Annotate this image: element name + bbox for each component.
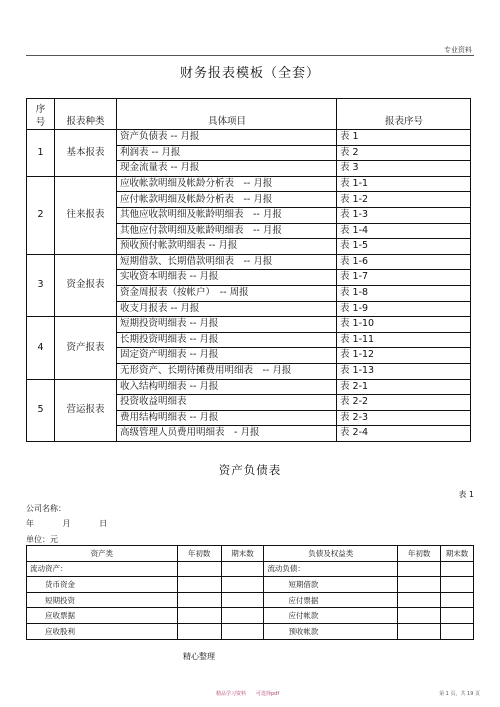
asset-name: 短期投资 — [27, 592, 178, 608]
balance-sheet-row — [27, 608, 474, 624]
index-row — [27, 176, 471, 192]
report-number: 表 2-3 — [337, 410, 471, 426]
report-item: 投资收益明细表 — [117, 395, 337, 411]
index-row — [27, 379, 471, 395]
asset-begin-value — [177, 608, 221, 624]
report-item: 其他应付款明细及帐龄明细表 -- 月报 — [117, 223, 337, 239]
date-year: 年 — [26, 519, 34, 528]
report-item: 预收预付帐款明细表 -- 月报 — [117, 239, 337, 255]
asset-name: 流动资产： — [27, 561, 178, 577]
report-number: 表 1-10 — [337, 317, 471, 333]
balance-sheet-number: 表 1 — [458, 490, 474, 499]
report-number: 表 1-12 — [337, 348, 471, 364]
header-note: 专业资料 — [444, 46, 472, 54]
report-number: 表 1-9 — [337, 301, 471, 317]
report-item: 应收帐款明细及帐龄分析表 -- 月报 — [117, 176, 337, 192]
report-item: 高级管理人员费用明细表 - 月报 — [117, 426, 337, 442]
balance-sheet-row — [27, 577, 474, 593]
report-item: 长期投资明细表 -- 月报 — [117, 332, 337, 348]
asset-end-value — [221, 623, 264, 639]
report-number: 表 1-7 — [337, 270, 471, 286]
report-number: 表 1-11 — [337, 332, 471, 348]
liability-end-value — [441, 608, 474, 624]
header-divider — [26, 55, 474, 56]
report-number: 表 1-5 — [337, 239, 471, 255]
liability-begin-value — [398, 577, 441, 593]
date-month: 月 — [62, 519, 71, 528]
col-liabilities: 负债及权益类 — [264, 546, 398, 562]
report-item: 利润表 -- 月报 — [117, 145, 337, 161]
balance-sheet-row — [27, 592, 474, 608]
liability-begin-value — [398, 592, 441, 608]
col-liab-begin: 年初数 — [398, 546, 441, 562]
report-item: 资产负债表 -- 月报 — [117, 130, 337, 146]
report-number: 表 1 — [337, 130, 471, 146]
report-number: 表 1-4 — [337, 223, 471, 239]
report-item: 短期投资明细表 -- 月报 — [117, 317, 337, 333]
index-row — [27, 130, 471, 146]
unit-label: 单位：元 — [26, 535, 58, 544]
report-item: 短期借款、长期借款明细表 -- 月报 — [117, 254, 337, 270]
liability-end-value — [441, 623, 474, 639]
report-number: 表 1-3 — [337, 207, 471, 223]
document-title: 财务报表模板（全套） — [179, 66, 320, 81]
asset-begin-value — [177, 577, 221, 593]
report-item: 固定资产明细表 -- 月报 — [117, 348, 337, 364]
report-item: 资金周报表（按帐户） -- 周报 — [117, 285, 337, 301]
asset-end-value — [221, 577, 264, 593]
group-number: 3 — [27, 254, 55, 316]
group-number: 4 — [27, 317, 55, 379]
liability-begin-value — [398, 623, 441, 639]
report-number: 表 1-8 — [337, 285, 471, 301]
group-number: 1 — [27, 130, 55, 177]
report-number: 表 1-2 — [337, 192, 471, 208]
liability-name: 流动负债： — [264, 561, 398, 577]
col-asset-end: 期末数 — [221, 546, 264, 562]
report-number: 表 3 — [337, 161, 471, 177]
header-num: 报表序号 — [337, 99, 471, 130]
balance-sheet-header-row — [27, 546, 474, 562]
liability-end-value — [441, 592, 474, 608]
index-row — [27, 254, 471, 270]
report-number: 表 1-6 — [337, 254, 471, 270]
header-item: 具体项目 — [117, 99, 337, 130]
asset-end-value — [221, 592, 264, 608]
date-day: 日 — [99, 519, 108, 528]
group-type: 往来报表 — [55, 176, 117, 254]
group-number: 2 — [27, 176, 55, 254]
report-item: 收支月报表 -- 月报 — [117, 301, 337, 317]
liability-end-value — [441, 577, 474, 593]
balance-sheet-row — [27, 561, 474, 577]
asset-name: 应收票据 — [27, 608, 178, 624]
balance-sheet-table — [26, 545, 474, 640]
report-number: 表 1-13 — [337, 363, 471, 379]
col-assets: 资产类 — [27, 546, 178, 562]
balance-sheet-title: 资产负债表 — [218, 463, 282, 477]
report-number: 表 2-4 — [337, 426, 471, 442]
asset-begin-value — [177, 623, 221, 639]
index-header-row — [27, 99, 471, 130]
header-type: 报表种类 — [55, 99, 117, 130]
asset-end-value — [221, 561, 264, 577]
report-number: 表 1-1 — [337, 176, 471, 192]
report-item: 其他应收款明细及帐龄明细表 -- 月报 — [117, 207, 337, 223]
asset-end-value — [221, 608, 264, 624]
liability-begin-value — [398, 561, 441, 577]
footer-note: 精心整理 — [183, 652, 215, 661]
page-indicator: 第 1 页，共 19 页 — [439, 691, 480, 697]
footer-watermark: 精品学习资料 可选择pdf — [216, 691, 280, 697]
report-number: 表 2 — [337, 145, 471, 161]
col-liab-end: 期末数 — [441, 546, 474, 562]
report-number: 表 2-1 — [337, 379, 471, 395]
report-number: 表 2-2 — [337, 395, 471, 411]
liability-end-value — [441, 561, 474, 577]
asset-begin-value — [177, 561, 221, 577]
asset-name: 货币资金 — [27, 577, 178, 593]
group-number: 5 — [27, 379, 55, 441]
liability-begin-value — [398, 608, 441, 624]
report-item: 收入结构明细表 -- 月报 — [117, 379, 337, 395]
index-row — [27, 317, 471, 333]
report-item: 无形资产、长期待摊费用明细表 -- 月报 — [117, 363, 337, 379]
col-asset-begin: 年初数 — [177, 546, 221, 562]
asset-begin-value — [177, 592, 221, 608]
report-item: 应付帐款明细及帐龄分析表 -- 月报 — [117, 192, 337, 208]
liability-name: 短期借款 — [264, 577, 398, 593]
asset-name: 应收股利 — [27, 623, 178, 639]
group-type: 资金报表 — [55, 254, 117, 316]
report-item: 现金流量表 -- 月报 — [117, 161, 337, 177]
date-line — [26, 518, 107, 529]
header-no: 序 号 — [27, 99, 55, 130]
liability-name: 预收帐款 — [264, 623, 398, 639]
liability-name: 应付帐款 — [264, 608, 398, 624]
group-type: 基本报表 — [55, 130, 117, 177]
report-item: 费用结构明细表 -- 月报 — [117, 410, 337, 426]
liability-name: 应付票据 — [264, 592, 398, 608]
group-type: 资产报表 — [55, 317, 117, 379]
report-item: 实收资本明细表 -- 月报 — [117, 270, 337, 286]
company-name-label: 公司名称： — [26, 504, 66, 513]
group-type: 营运报表 — [55, 379, 117, 441]
report-index-table — [26, 98, 471, 442]
balance-sheet-row — [27, 623, 474, 639]
